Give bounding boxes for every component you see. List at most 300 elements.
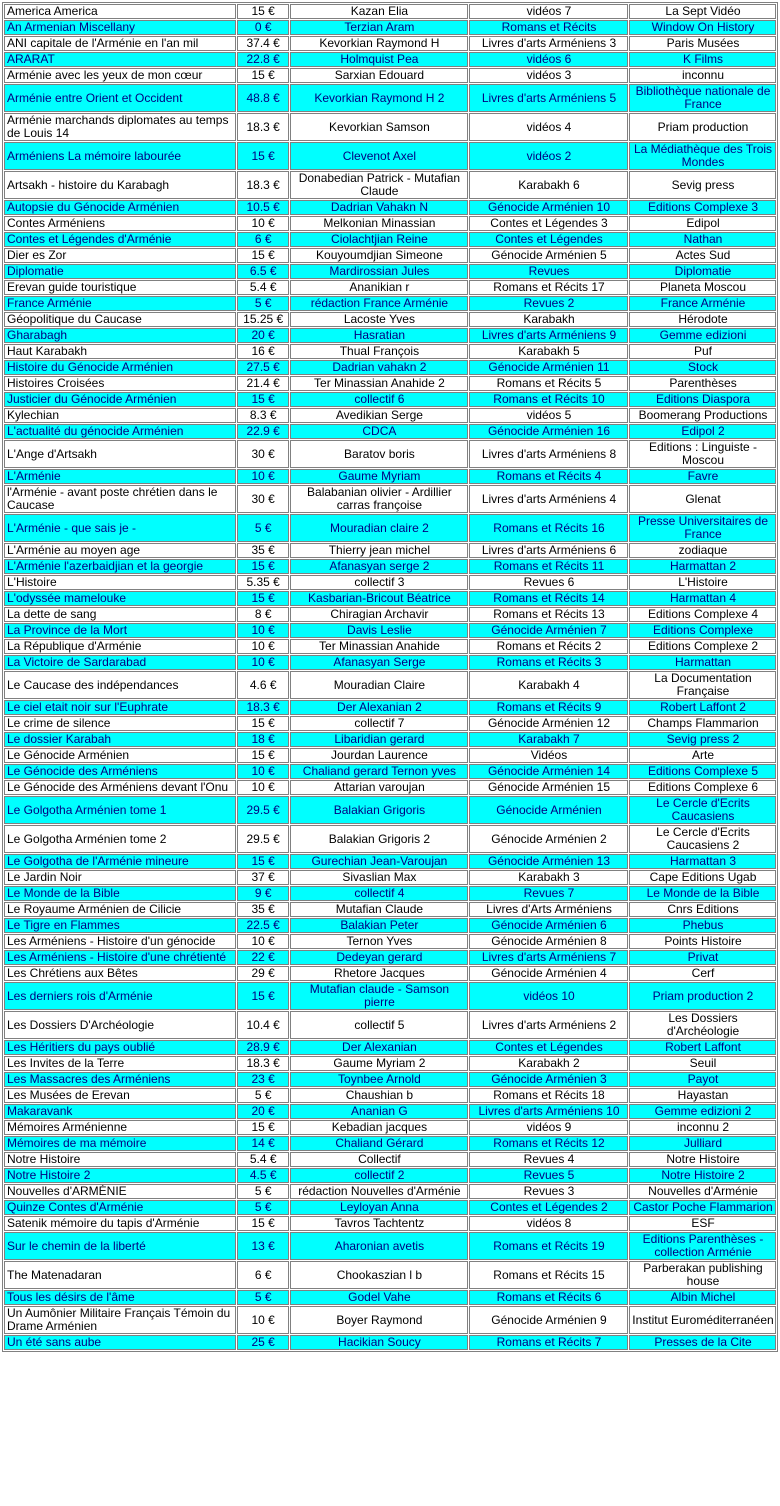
cell-title: Un Aumônier Militaire Français Témoin du Drame Arménien — [4, 1306, 236, 1334]
cell-title: Les Arméniens - Histoire d'un génocide — [4, 934, 236, 949]
cell-author: Kevorkian Samson — [290, 113, 468, 141]
cell-title: Sur le chemin de la liberté — [4, 1232, 236, 1260]
cell-author: Balabanian olivier - Ardillier carras françoise — [290, 485, 468, 513]
cell-category: Romans et Récits — [469, 20, 628, 35]
cell-category: Romans et Récits 14 — [469, 591, 628, 606]
cell-price: 10 € — [237, 780, 289, 795]
table-row — [4, 639, 776, 654]
cell-publisher: Cerf — [629, 966, 776, 981]
table-row — [4, 825, 776, 853]
cell-category: Romans et Récits 6 — [469, 1290, 628, 1305]
cell-category: vidéos 2 — [469, 142, 628, 170]
cell-author: Kouyoumdjian Simeone — [290, 248, 468, 263]
cell-title: Le Golgotha Arménien tome 2 — [4, 825, 236, 853]
cell-price: 10 € — [237, 655, 289, 670]
table-row — [4, 360, 776, 375]
cell-category: vidéos 10 — [469, 982, 628, 1010]
cell-publisher: Cape Editions Ugab — [629, 870, 776, 885]
cell-price: 20 € — [237, 1104, 289, 1119]
cell-title: l'Arménie - avant poste chrétien dans le Caucase — [4, 485, 236, 513]
table-row — [4, 748, 776, 763]
cell-price: 37.4 € — [237, 36, 289, 51]
cell-publisher: Hayastan — [629, 1088, 776, 1103]
cell-author: Terzian Aram — [290, 20, 468, 35]
cell-category: Génocide Arménien 4 — [469, 966, 628, 981]
cell-category: Génocide Arménien 6 — [469, 918, 628, 933]
cell-category: Romans et Récits 12 — [469, 1136, 628, 1151]
cell-title: Le Royaume Arménien de Cilicie — [4, 902, 236, 917]
cell-price: 21.4 € — [237, 376, 289, 391]
cell-author: Balakian Peter — [290, 918, 468, 933]
table-row — [4, 1168, 776, 1183]
cell-category: Karabakh — [469, 312, 628, 327]
cell-title: L'Ange d'Artsakh — [4, 440, 236, 468]
cell-title: Erevan guide touristique — [4, 280, 236, 295]
cell-title: Contes Arméniens — [4, 216, 236, 231]
table-row — [4, 469, 776, 484]
cell-title: Les Massacres des Arméniens — [4, 1072, 236, 1087]
cell-price: 10 € — [237, 1306, 289, 1334]
cell-title: Le crime de silence — [4, 716, 236, 731]
table-row — [4, 982, 776, 1010]
cell-publisher: Actes Sud — [629, 248, 776, 263]
table-row — [4, 36, 776, 51]
cell-category: Livres d'Arts Arméniens — [469, 902, 628, 917]
cell-category: Karabakh 3 — [469, 870, 628, 885]
cell-publisher: Parenthèses — [629, 376, 776, 391]
table-row — [4, 232, 776, 247]
cell-price: 18.3 € — [237, 171, 289, 199]
cell-title: Le Golgotha Arménien tome 1 — [4, 796, 236, 824]
table-row — [4, 1261, 776, 1289]
cell-category: Génocide Arménien 10 — [469, 200, 628, 215]
cell-price: 15 € — [237, 559, 289, 574]
cell-title: Les Héritiers du pays oublié — [4, 1040, 236, 1055]
cell-author: Toynbee Arnold — [290, 1072, 468, 1087]
cell-author: collectif 4 — [290, 886, 468, 901]
cell-category: Revues — [469, 264, 628, 279]
cell-price: 23 € — [237, 1072, 289, 1087]
cell-category: vidéos 7 — [469, 4, 628, 19]
table-row — [4, 1088, 776, 1103]
cell-title: Géopolitique du Caucase — [4, 312, 236, 327]
cell-publisher: Priam production — [629, 113, 776, 141]
table-row — [4, 591, 776, 606]
cell-title: L'Arménie - que sais je - — [4, 514, 236, 542]
cell-price: 14 € — [237, 1136, 289, 1151]
cell-author: Der Alexanian 2 — [290, 700, 468, 715]
cell-title: Satenik mémoire du tapis d'Arménie — [4, 1216, 236, 1231]
cell-author: Dedeyan gerard — [290, 950, 468, 965]
cell-publisher: Robert Laffont 2 — [629, 700, 776, 715]
table-row — [4, 1040, 776, 1055]
cell-category: Karabakh 2 — [469, 1056, 628, 1071]
cell-price: 8 € — [237, 607, 289, 622]
table-row — [4, 392, 776, 407]
table-row — [4, 408, 776, 423]
cell-publisher: La Médiathèque des Trois Mondes — [629, 142, 776, 170]
table-row — [4, 1104, 776, 1119]
cell-category: Livres d'arts Arméniens 5 — [469, 84, 628, 112]
table-row — [4, 376, 776, 391]
cell-category: Génocide Arménien 9 — [469, 1306, 628, 1334]
table-row — [4, 142, 776, 170]
cell-author: Ter Minassian Anahide 2 — [290, 376, 468, 391]
cell-publisher: L'Histoire — [629, 575, 776, 590]
cell-price: 22 € — [237, 950, 289, 965]
cell-author: Baratov boris — [290, 440, 468, 468]
cell-author: Holmquist Pea — [290, 52, 468, 67]
cell-price: 25 € — [237, 1335, 289, 1350]
cell-author: Dadrian Vahakn N — [290, 200, 468, 215]
table-row — [4, 1152, 776, 1167]
cell-publisher: Puf — [629, 344, 776, 359]
cell-publisher: Editions Complexe 5 — [629, 764, 776, 779]
cell-price: 5.35 € — [237, 575, 289, 590]
cell-title: Histoires Croisées — [4, 376, 236, 391]
cell-author: Davis Leslie — [290, 623, 468, 638]
cell-author: Leyloyan Anna — [290, 1200, 468, 1215]
cell-title: The Matenadaran — [4, 1261, 236, 1289]
cell-price: 5.4 € — [237, 280, 289, 295]
cell-title: Le Golgotha de l'Arménie mineure — [4, 854, 236, 869]
cell-author: Aharonian avetis — [290, 1232, 468, 1260]
cell-category: Génocide Arménien 3 — [469, 1072, 628, 1087]
cell-author: Melkonian Minassian — [290, 216, 468, 231]
cell-author: Gaume Myriam 2 — [290, 1056, 468, 1071]
cell-category: Livres d'arts Arméniens 7 — [469, 950, 628, 965]
table-row — [4, 655, 776, 670]
table-row — [4, 84, 776, 112]
cell-author: rédaction Nouvelles d'Arménie — [290, 1184, 468, 1199]
cell-publisher: Gemme edizioni 2 — [629, 1104, 776, 1119]
cell-title: Justicier du Génocide Arménien — [4, 392, 236, 407]
cell-publisher: Glenat — [629, 485, 776, 513]
cell-price: 20 € — [237, 328, 289, 343]
cell-publisher: Sevig press — [629, 171, 776, 199]
table-row — [4, 1232, 776, 1260]
cell-title: Le Génocide Arménien — [4, 748, 236, 763]
cell-title: L'odyssée mamelouke — [4, 591, 236, 606]
cell-title: Arméniens La mémoire labourée — [4, 142, 236, 170]
cell-title: La République d'Arménie — [4, 639, 236, 654]
table-row — [4, 543, 776, 558]
cell-publisher: Bibliothèque nationale de France — [629, 84, 776, 112]
cell-category: Génocide Arménien 8 — [469, 934, 628, 949]
cell-author: Chaushian b — [290, 1088, 468, 1103]
cell-title: Le Génocide des Arméniens — [4, 764, 236, 779]
cell-category: Génocide Arménien 13 — [469, 854, 628, 869]
cell-title: Les Invites de la Terre — [4, 1056, 236, 1071]
cell-category: Génocide Arménien 7 — [469, 623, 628, 638]
cell-category: Revues 7 — [469, 886, 628, 901]
table-row — [4, 485, 776, 513]
table-row — [4, 1200, 776, 1215]
cell-publisher: Albin Michel — [629, 1290, 776, 1305]
cell-author: collectif 3 — [290, 575, 468, 590]
cell-author: Ter Minassian Anahide — [290, 639, 468, 654]
cell-price: 28.9 € — [237, 1040, 289, 1055]
cell-price: 6.5 € — [237, 264, 289, 279]
cell-publisher: inconnu 2 — [629, 1120, 776, 1135]
cell-price: 18 € — [237, 732, 289, 747]
cell-author: Mutafian Claude — [290, 902, 468, 917]
cell-publisher: Stock — [629, 360, 776, 375]
cell-publisher: Le Cercle d'Ecrits Caucasiens 2 — [629, 825, 776, 853]
cell-publisher: Editions Complexe 6 — [629, 780, 776, 795]
cell-author: Mouradian claire 2 — [290, 514, 468, 542]
cell-title: Notre Histoire — [4, 1152, 236, 1167]
cell-title: Tous les désirs de l'âme — [4, 1290, 236, 1305]
cell-title: L'Arménie — [4, 469, 236, 484]
table-row — [4, 575, 776, 590]
cell-title: ARARAT — [4, 52, 236, 67]
cell-author: Afanasyan serge 2 — [290, 559, 468, 574]
cell-publisher: Seuil — [629, 1056, 776, 1071]
cell-author: Mouradian Claire — [290, 671, 468, 699]
cell-category: Contes et Légendes 2 — [469, 1200, 628, 1215]
cell-title: Un été sans aube — [4, 1335, 236, 1350]
cell-author: Chiragian Archavir — [290, 607, 468, 622]
cell-category: Romans et Récits 10 — [469, 392, 628, 407]
cell-price: 0 € — [237, 20, 289, 35]
cell-price: 18.3 € — [237, 700, 289, 715]
cell-price: 15.25 € — [237, 312, 289, 327]
cell-title: La Province de la Mort — [4, 623, 236, 638]
cell-title: La Victoire de Sardarabad — [4, 655, 236, 670]
books-table-body — [4, 4, 776, 1350]
cell-publisher: Julliard — [629, 1136, 776, 1151]
cell-publisher: Harmattan 2 — [629, 559, 776, 574]
cell-title: Contes et Légendes d'Arménie — [4, 232, 236, 247]
cell-price: 29 € — [237, 966, 289, 981]
cell-author: Lacoste Yves — [290, 312, 468, 327]
cell-category: Revues 3 — [469, 1184, 628, 1199]
table-row — [4, 296, 776, 311]
cell-author: Afanasyan Serge — [290, 655, 468, 670]
cell-category: vidéos 6 — [469, 52, 628, 67]
cell-title: L'Arménie au moyen age — [4, 543, 236, 558]
cell-category: Revues 6 — [469, 575, 628, 590]
cell-publisher: Arte — [629, 748, 776, 763]
cell-publisher: Window On History — [629, 20, 776, 35]
table-row — [4, 732, 776, 747]
cell-price: 5 € — [237, 1200, 289, 1215]
cell-author: Sivaslian Max — [290, 870, 468, 885]
cell-title: Le Monde de la Bible — [4, 886, 236, 901]
table-row — [4, 902, 776, 917]
cell-price: 15 € — [237, 591, 289, 606]
table-row — [4, 328, 776, 343]
cell-category: Romans et Récits 16 — [469, 514, 628, 542]
cell-category: Contes et Légendes 3 — [469, 216, 628, 231]
cell-author: collectif 6 — [290, 392, 468, 407]
cell-author: Attarian varoujan — [290, 780, 468, 795]
cell-category: Karabakh 4 — [469, 671, 628, 699]
cell-price: 30 € — [237, 440, 289, 468]
table-row — [4, 171, 776, 199]
cell-price: 10 € — [237, 469, 289, 484]
cell-category: vidéos 4 — [469, 113, 628, 141]
cell-title: Arménie entre Orient et Occident — [4, 84, 236, 112]
cell-category: Génocide Arménien 11 — [469, 360, 628, 375]
cell-publisher: Edipol 2 — [629, 424, 776, 439]
cell-category: Karabakh 7 — [469, 732, 628, 747]
cell-title: Les derniers rois d'Arménie — [4, 982, 236, 1010]
cell-price: 22.5 € — [237, 918, 289, 933]
table-row — [4, 424, 776, 439]
cell-title: Mémoires Arménienne — [4, 1120, 236, 1135]
cell-title: Makaravank — [4, 1104, 236, 1119]
cell-author: Balakian Grigoris 2 — [290, 825, 468, 853]
cell-author: Kevorkian Raymond H 2 — [290, 84, 468, 112]
table-row — [4, 870, 776, 885]
cell-publisher: Sevig press 2 — [629, 732, 776, 747]
cell-price: 10 € — [237, 764, 289, 779]
cell-price: 4.6 € — [237, 671, 289, 699]
cell-category: Romans et Récits 4 — [469, 469, 628, 484]
table-row — [4, 764, 776, 779]
cell-author: CDCA — [290, 424, 468, 439]
cell-category: Génocide Arménien 5 — [469, 248, 628, 263]
cell-category: Génocide Arménien 14 — [469, 764, 628, 779]
table-row — [4, 200, 776, 215]
cell-author: Sarxian Edouard — [290, 68, 468, 83]
cell-category: Livres d'arts Arméniens 8 — [469, 440, 628, 468]
cell-publisher: Editions Complexe 4 — [629, 607, 776, 622]
cell-author: rédaction France Arménie — [290, 296, 468, 311]
cell-publisher: Hérodote — [629, 312, 776, 327]
cell-author: Hasratian — [290, 328, 468, 343]
cell-title: La dette de sang — [4, 607, 236, 622]
cell-category: Romans et Récits 19 — [469, 1232, 628, 1260]
table-row — [4, 280, 776, 295]
cell-publisher: Presses de la Cite — [629, 1335, 776, 1350]
cell-publisher: Champs Flammarion — [629, 716, 776, 731]
table-row — [4, 796, 776, 824]
cell-publisher: Robert Laffont — [629, 1040, 776, 1055]
cell-category: Romans et Récits 7 — [469, 1335, 628, 1350]
table-row — [4, 966, 776, 981]
cell-category: Livres d'arts Arméniens 6 — [469, 543, 628, 558]
cell-publisher: Les Dossiers d'Archéologie — [629, 1011, 776, 1039]
table-row — [4, 700, 776, 715]
cell-price: 6 € — [237, 232, 289, 247]
cell-publisher: Editions : Linguiste - Moscou — [629, 440, 776, 468]
table-row — [4, 1306, 776, 1334]
cell-category: vidéos 9 — [469, 1120, 628, 1135]
cell-price: 15 € — [237, 854, 289, 869]
cell-publisher: Presse Universitaires de France — [629, 514, 776, 542]
table-row — [4, 68, 776, 83]
table-row — [4, 623, 776, 638]
cell-publisher: Points Histoire — [629, 934, 776, 949]
cell-author: Dadrian vahakn 2 — [290, 360, 468, 375]
cell-publisher: K Films — [629, 52, 776, 67]
cell-author: Thierry jean michel — [290, 543, 468, 558]
cell-publisher: Parberakan publishing house — [629, 1261, 776, 1289]
cell-author: Chaliand Gérard — [290, 1136, 468, 1151]
cell-author: Jourdan Laurence — [290, 748, 468, 763]
cell-price: 10 € — [237, 934, 289, 949]
cell-publisher: Edipol — [629, 216, 776, 231]
cell-title: Les Dossiers D'Archéologie — [4, 1011, 236, 1039]
cell-title: Arménie marchands diplomates au temps de Louis 14 — [4, 113, 236, 141]
cell-author: Chookaszian l b — [290, 1261, 468, 1289]
table-row — [4, 1335, 776, 1350]
cell-title: An Armenian Miscellany — [4, 20, 236, 35]
table-row — [4, 440, 776, 468]
cell-publisher: Planeta Moscou — [629, 280, 776, 295]
cell-author: Ternon Yves — [290, 934, 468, 949]
cell-title: Artsakh - histoire du Karabagh — [4, 171, 236, 199]
cell-price: 5.4 € — [237, 1152, 289, 1167]
cell-title: Autopsie du Génocide Arménien — [4, 200, 236, 215]
books-table — [2, 2, 778, 1352]
cell-category: vidéos 5 — [469, 408, 628, 423]
cell-price: 5 € — [237, 1088, 289, 1103]
cell-author: Libaridian gerard — [290, 732, 468, 747]
cell-price: 5 € — [237, 296, 289, 311]
cell-title: Les Chrétiens aux Bêtes — [4, 966, 236, 981]
cell-category: Romans et Récits 5 — [469, 376, 628, 391]
cell-publisher: Privat — [629, 950, 776, 965]
cell-category: Vidéos — [469, 748, 628, 763]
cell-author: Kazan Elia — [290, 4, 468, 19]
cell-author: Thual François — [290, 344, 468, 359]
table-row — [4, 344, 776, 359]
cell-price: 4.5 € — [237, 1168, 289, 1183]
cell-price: 15 € — [237, 248, 289, 263]
table-row — [4, 4, 776, 19]
cell-publisher: Editions Diaspora — [629, 392, 776, 407]
table-row — [4, 716, 776, 731]
table-row — [4, 216, 776, 231]
cell-price: 5 € — [237, 1184, 289, 1199]
table-row — [4, 113, 776, 141]
cell-price: 5 € — [237, 514, 289, 542]
cell-price: 15 € — [237, 4, 289, 19]
cell-price: 13 € — [237, 1232, 289, 1260]
table-row — [4, 934, 776, 949]
cell-category: Romans et Récits 3 — [469, 655, 628, 670]
cell-title: Le dossier Karabah — [4, 732, 236, 747]
cell-category: Contes et Légendes — [469, 232, 628, 247]
cell-author: Donabedian Patrick - Mutafian Claude — [290, 171, 468, 199]
cell-title: Notre Histoire 2 — [4, 1168, 236, 1183]
cell-publisher: Harmattan 4 — [629, 591, 776, 606]
cell-title: Diplomatie — [4, 264, 236, 279]
cell-author: Ciolachtjian Reine — [290, 232, 468, 247]
cell-title: Quinze Contes d'Arménie — [4, 1200, 236, 1215]
cell-category: Karabakh 5 — [469, 344, 628, 359]
cell-category: Livres d'arts Arméniens 3 — [469, 36, 628, 51]
cell-category: Karabakh 6 — [469, 171, 628, 199]
cell-publisher: Notre Histoire — [629, 1152, 776, 1167]
cell-publisher: Le Monde de la Bible — [629, 886, 776, 901]
cell-price: 10.5 € — [237, 200, 289, 215]
cell-title: Nouvelles d'ARMÉNIE — [4, 1184, 236, 1199]
cell-category: Génocide Arménien 2 — [469, 825, 628, 853]
cell-price: 6 € — [237, 1261, 289, 1289]
table-row — [4, 52, 776, 67]
cell-publisher: Editions Complexe 3 — [629, 200, 776, 215]
cell-publisher: Payot — [629, 1072, 776, 1087]
cell-author: Godel Vahe — [290, 1290, 468, 1305]
cell-category: Romans et Récits 2 — [469, 639, 628, 654]
cell-price: 15 € — [237, 982, 289, 1010]
cell-publisher: inconnu — [629, 68, 776, 83]
